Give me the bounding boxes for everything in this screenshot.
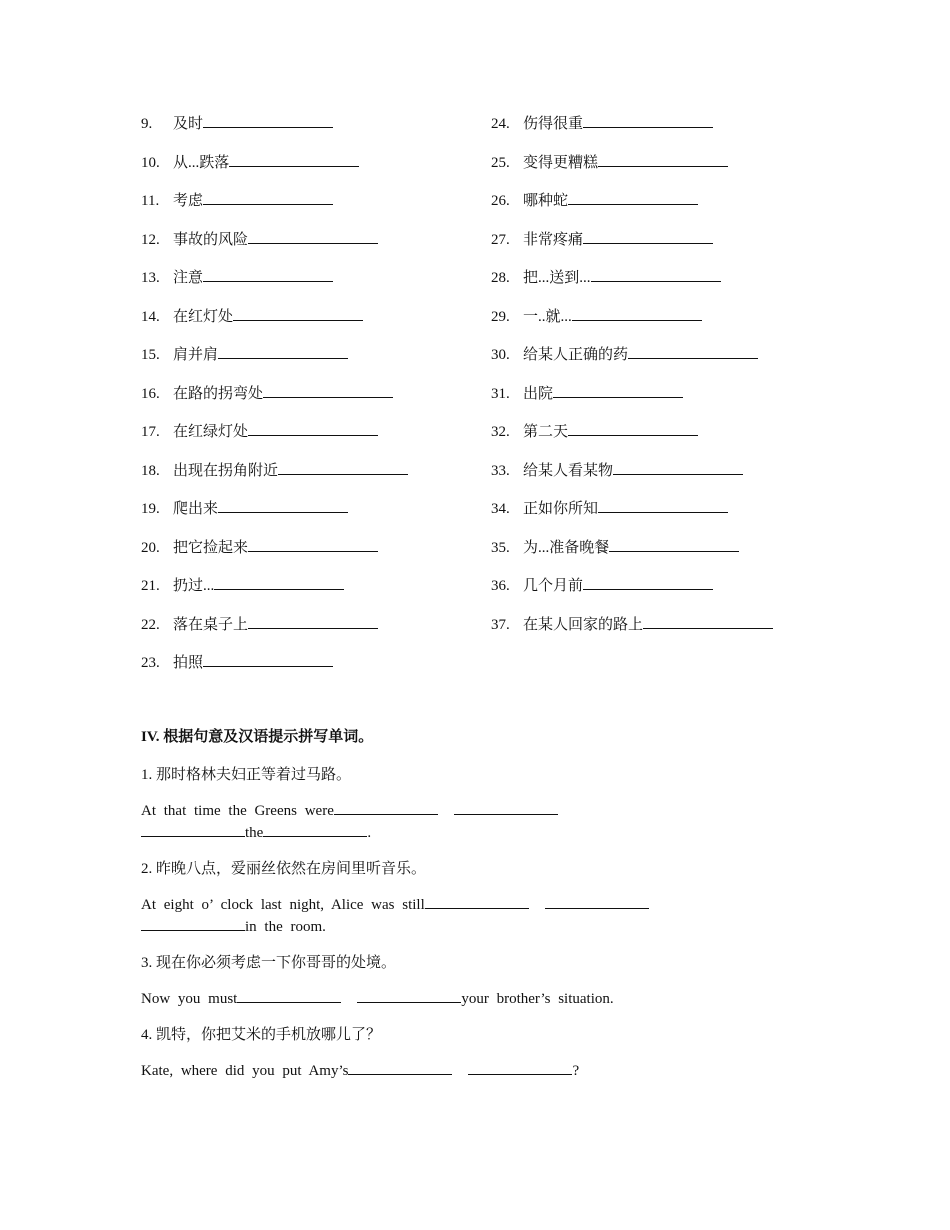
answer-blank[interactable] (203, 112, 333, 128)
vocab-item: 11. 考虑 (141, 189, 481, 228)
answer-blank[interactable] (553, 382, 683, 398)
vocab-item: 10. 从...跌落 (141, 151, 481, 190)
vocab-column-right (491, 112, 871, 651)
answer-blank[interactable] (141, 822, 245, 837)
question-2-chinese: 2. 昨晚八点，爱丽丝依然在房间里听音乐。 (141, 861, 427, 877)
question-1-english: At that time the Greens were the . (141, 800, 581, 844)
answer-blank[interactable] (583, 228, 713, 244)
vocab-item: 20. 把它捡起来 (141, 536, 481, 575)
answer-blank[interactable] (237, 988, 341, 1003)
vocab-item: 19. 爬出来 (141, 497, 481, 536)
answer-blank[interactable] (218, 497, 348, 513)
vocab-item: 15. 肩并肩 (141, 343, 481, 382)
vocab-item: 9. 及时 (141, 112, 481, 151)
vocab-item: 37. 在某人回家的路上 (491, 613, 871, 652)
answer-blank[interactable] (609, 536, 739, 552)
answer-blank[interactable] (248, 536, 378, 552)
answer-blank[interactable] (468, 1060, 572, 1075)
answer-blank[interactable] (591, 266, 721, 282)
answer-blank[interactable] (214, 574, 344, 590)
question-2-english: At eight o’ clock last night, Alice was still in the room. (141, 894, 681, 938)
question-4-chinese: 4. 凯特，你把艾米的手机放哪儿了？ (141, 1027, 382, 1043)
answer-blank[interactable] (583, 112, 713, 128)
vocab-item: 17. 在红绿灯处 (141, 420, 481, 459)
vocab-item: 21. 扔过... (141, 574, 481, 613)
vocab-item: 34. 正如你所知 (491, 497, 871, 536)
vocab-item: 32. 第二天 (491, 420, 871, 459)
vocab-item: 36. 几个月前 (491, 574, 871, 613)
answer-blank[interactable] (568, 189, 698, 205)
answer-blank[interactable] (583, 574, 713, 590)
answer-blank[interactable] (278, 459, 408, 475)
question-3-english: Now you must your brother’s situation. (141, 988, 801, 1010)
answer-blank[interactable] (572, 305, 702, 321)
vocab-item: 13. 注意 (141, 266, 481, 305)
vocab-item: 12. 事故的风险 (141, 228, 481, 267)
answer-blank[interactable] (263, 822, 367, 837)
answer-blank[interactable] (229, 151, 359, 167)
answer-blank[interactable] (628, 343, 758, 359)
answer-blank[interactable] (545, 894, 649, 909)
answer-blank[interactable] (263, 382, 393, 398)
vocab-item: 31. 出院 (491, 382, 871, 421)
vocab-item: 27. 非常疼痛 (491, 228, 871, 267)
section-spelling (141, 726, 801, 1096)
vocab-item: 25. 变得更糟糕 (491, 151, 871, 190)
vocab-item: 28. 把...送到... (491, 266, 871, 305)
vocab-item: 18. 出现在拐角附近 (141, 459, 481, 498)
vocab-item: 14. 在红灯处 (141, 305, 481, 344)
answer-blank[interactable] (643, 613, 773, 629)
answer-blank[interactable] (425, 894, 529, 909)
answer-blank[interactable] (357, 988, 461, 1003)
vocab-item: 30. 给某人正确的药 (491, 343, 871, 382)
vocab-item: 33. 给某人看某物 (491, 459, 871, 498)
vocab-item: 29. 一..就... (491, 305, 871, 344)
vocab-item: 26. 哪种蛇 (491, 189, 871, 228)
answer-blank[interactable] (248, 613, 378, 629)
answer-blank[interactable] (248, 228, 378, 244)
answer-blank[interactable] (233, 305, 363, 321)
vocab-item: 16. 在路的拐弯处 (141, 382, 481, 421)
answer-blank[interactable] (218, 343, 348, 359)
vocab-item: 23. 拍照 (141, 651, 481, 690)
answer-blank[interactable] (334, 800, 438, 815)
answer-blank[interactable] (203, 266, 333, 282)
answer-blank[interactable] (248, 420, 378, 436)
vocab-item: 22. 落在桌子上 (141, 613, 481, 652)
answer-blank[interactable] (348, 1060, 452, 1075)
vocab-item: 35. 为...准备晚餐 (491, 536, 871, 575)
answer-blank[interactable] (203, 651, 333, 667)
section-title: IV. 根据句意及汉语提示拼写单词。 (141, 729, 374, 745)
question-3-chinese: 3. 现在你必须考虑一下你哥哥的处境。 (141, 955, 397, 971)
vocab-column-left (141, 112, 481, 690)
vocab-item: 24. 伤得很重 (491, 112, 871, 151)
answer-blank[interactable] (598, 151, 728, 167)
answer-blank[interactable] (454, 800, 558, 815)
question-4-english: Kate, where did you put Amy’s ? (141, 1060, 801, 1082)
question-1-chinese: 1. 那时格林夫妇正等着过马路。 (141, 767, 352, 783)
answer-blank[interactable] (568, 420, 698, 436)
answer-blank[interactable] (613, 459, 743, 475)
answer-blank[interactable] (141, 916, 245, 931)
answer-blank[interactable] (598, 497, 728, 513)
answer-blank[interactable] (203, 189, 333, 205)
